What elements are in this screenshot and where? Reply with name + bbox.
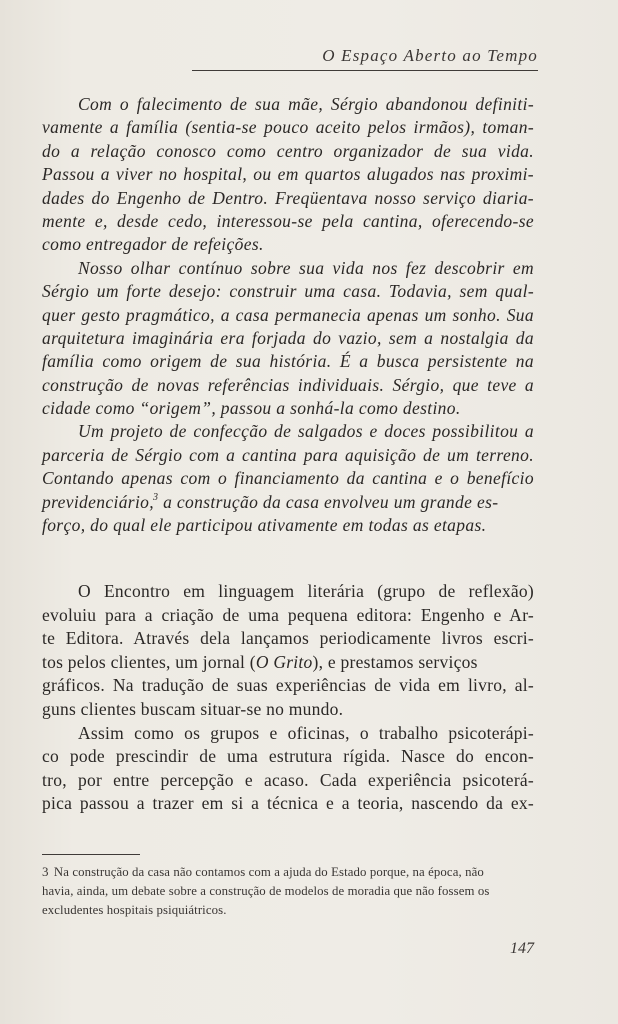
header-rule [192, 70, 538, 71]
text-line: Com o falecimento de sua mãe, Sérgio abandonou definiti- [78, 94, 534, 114]
text-line: quer gesto pragmático, a casa permanecia apenas um sonho. Sua [42, 304, 534, 325]
italic-case-narrative [42, 93, 534, 537]
text-line: como entregador de refeições. [42, 234, 264, 255]
text-line: Contando apenas com o financiamento da cantina e o benefício [42, 468, 534, 489]
footnote-line: havia, ainda, um debate sobre a construção de modelos de moradia que não fossem os [42, 883, 490, 898]
page-number: 147 [510, 940, 534, 957]
text-line: tro, por entre percepção e acaso. Cada experiência psicoterá- [42, 769, 534, 790]
text-line-with-title [42, 651, 534, 675]
text-line: Passou a viver no hospital, ou em quartos alugados nas proximi- [42, 164, 534, 185]
text-line: do a relação conosco como centro organizador de sua vida. [42, 140, 534, 161]
text-line: forço, do qual ele participou ativamente em todas as etapas. [42, 515, 487, 536]
footnote-line: excludentes hospitais psiquiátricos. [42, 903, 227, 918]
text-fragment: tos pelos clientes, um jornal ( [42, 651, 256, 672]
text-line: te Editora. Através dela lançamos periodicamente livros escri- [42, 628, 534, 649]
text-line: parceria de Sérgio com a cantina para aquisição de um terreno. [42, 444, 534, 465]
text-line: construção de novas referências individuais. Sérgio, que teve a [42, 374, 534, 395]
text-line: família como origem de sua história. É a busca persistente na [42, 351, 534, 372]
main-body-text [42, 580, 534, 816]
footnote [42, 862, 534, 921]
text-line: vamente a família (sentia-se pouco aceito pelos irmãos), toman- [42, 117, 534, 138]
text-line: co pode prescindir de uma estrutura rígida. Nasce do encon- [42, 746, 534, 767]
footnote-rule [42, 854, 140, 855]
text-line: Nosso olhar contínuo sobre sua vida nos fez descobrir em [78, 257, 534, 278]
text-line: pica passou a trazer em si a técnica e a teoria, nascendo da ex- [42, 793, 534, 814]
text-line: Um projeto de confecção de salgados e doces possibilitou a [78, 421, 534, 442]
text-line: evoluiu para a criação de uma pequena editora: Engenho e Ar- [42, 604, 534, 625]
footnote-reference[interactable]: 3 [153, 491, 159, 503]
text-line: arquitetura imaginária era forjada do vazio, sem a nostalgia da [42, 327, 534, 348]
text-line: Assim como os grupos e oficinas, o trabalho psicoterápi- [78, 722, 534, 743]
text-line: cidade como “origem”, passou a sonhá-la como destino. [42, 398, 461, 419]
text-line: O Encontro em linguagem literária (grupo de reflexão) [78, 581, 534, 601]
footnote-line [42, 862, 534, 882]
footnote-text: Na construção da casa não contamos com a ajuda do Estado porque, na época, não [50, 865, 484, 879]
journal-title: O Grito [255, 651, 313, 672]
text-line: mente e, desde cedo, interessou-se pela cantina, oferecendo-se [42, 210, 534, 231]
text-line: guns clientes buscam situar-se no mundo. [42, 698, 344, 719]
footnote-mark: 3 [42, 864, 49, 879]
text-line: gráficos. Na tradução de suas experiências de vida em livro, al- [42, 675, 534, 696]
text-fragment: a construção da casa envolveu um grande es- [158, 491, 499, 512]
text-line-with-footnote [42, 491, 534, 514]
running-head: O Espaço Aberto ao Tempo [322, 46, 538, 65]
text-line: Sérgio um forte desejo: construir uma casa. Todavia, sem qual- [42, 281, 534, 302]
text-line: dades do Engenho de Dentro. Freqüentava nosso serviço diaria- [42, 187, 534, 208]
text-fragment: previdenciário, [42, 491, 155, 512]
text-fragment: ), e prestamos serviços [312, 651, 478, 672]
